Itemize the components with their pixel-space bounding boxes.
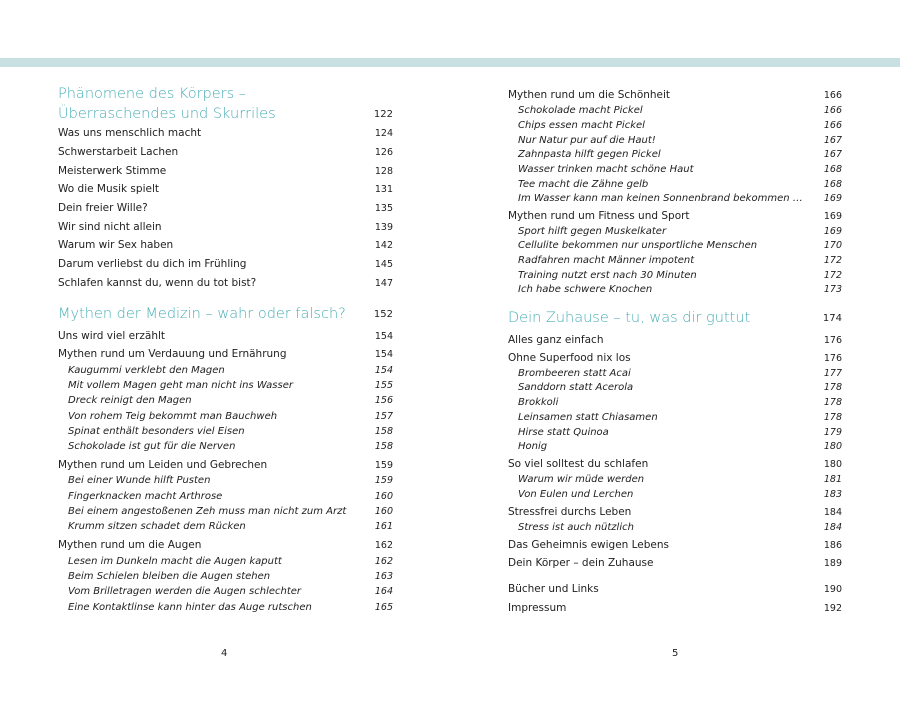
entry-title: Stress ist auch nützlich — [518, 522, 634, 533]
page-ref: 165 — [374, 602, 393, 613]
entry-title: Chips essen macht Pickel — [518, 120, 645, 131]
entry-title: Dein freier Wille? — [58, 202, 148, 214]
toc-subentry[interactable] — [58, 519, 393, 534]
toc-entry[interactable] — [508, 457, 842, 472]
entry-title: Brokkoli — [518, 397, 559, 408]
entry-title: Mythen rund um Verdauung und Ernährung — [58, 348, 287, 360]
page-ref: 169 — [823, 211, 842, 222]
page-ref: 180 — [823, 459, 842, 470]
entry-title: Lesen im Dunkeln macht die Augen kaputt — [68, 556, 282, 567]
entry-title: Von Eulen und Lerchen — [518, 489, 634, 500]
page-ref: 168 — [823, 179, 842, 190]
entry-title: Spinat enthält besonders viel Eisen — [68, 426, 245, 437]
page-ref: 190 — [823, 584, 842, 595]
entry-title: Nur Natur pur auf die Haut! — [518, 135, 656, 146]
page-ref: 177 — [823, 368, 842, 379]
entry-title: Bücher und Links — [508, 583, 599, 595]
page-ref: 158 — [374, 441, 393, 452]
entry-title: Wo die Musik spielt — [58, 183, 159, 195]
entry-title: Wir sind nicht allein — [58, 221, 162, 233]
entry-title: Bei einer Wunde hilft Pusten — [68, 475, 211, 486]
page-ref: 160 — [374, 506, 393, 517]
entry-title: Training nutzt erst nach 30 Minuten — [518, 270, 697, 281]
page-ref: 163 — [374, 571, 393, 582]
page-ref: 159 — [374, 475, 393, 486]
toc-subentry[interactable] — [58, 409, 393, 424]
entry-title: Schokolade ist gut für die Nerven — [68, 441, 236, 452]
page-ref: 178 — [823, 397, 842, 408]
entry-title: Schwerstarbeit Lachen — [58, 146, 179, 158]
toc-subentry[interactable] — [58, 473, 393, 488]
toc-entry[interactable] — [58, 145, 393, 160]
toc-subentry[interactable] — [508, 238, 842, 253]
toc-subentry[interactable] — [508, 520, 842, 535]
toc-entry[interactable] — [58, 182, 393, 197]
entry-title: Radfahren macht Männer impotent — [518, 255, 695, 266]
toc-subentry[interactable] — [508, 224, 842, 239]
entry-title: Warum wir Sex haben — [58, 239, 174, 251]
page-ref: 152 — [373, 309, 393, 320]
entry-title: Fingerknacken macht Arthrose — [68, 491, 223, 502]
entry-title: Das Geheimnis ewigen Lebens — [508, 539, 670, 551]
page-ref: 154 — [374, 365, 393, 376]
toc-entry[interactable] — [58, 220, 393, 235]
toc-subentry[interactable] — [508, 487, 842, 502]
page-ref: 156 — [374, 395, 393, 406]
section-title-line2: Überraschendes und Skurriles — [58, 106, 276, 122]
page-ref: 179 — [823, 427, 842, 438]
page-ref: 178 — [823, 412, 842, 423]
toc-entry[interactable] — [508, 88, 842, 103]
toc-subentry[interactable] — [508, 147, 842, 162]
page-ref: 139 — [374, 222, 393, 233]
toc-entry[interactable] — [508, 505, 842, 520]
page-ref: 166 — [823, 120, 842, 131]
toc-subentry[interactable] — [58, 393, 393, 408]
entry-title: Wasser trinken macht schöne Haut — [518, 164, 694, 175]
page-ref: 160 — [374, 491, 393, 502]
entry-title: Tee macht die Zähne gelb — [518, 179, 649, 190]
toc-entry[interactable] — [58, 329, 393, 344]
page-ref: 166 — [823, 105, 842, 116]
toc-entry[interactable] — [508, 209, 842, 224]
toc-entry[interactable] — [58, 257, 393, 272]
page-ref: 184 — [823, 522, 842, 533]
page-ref: 122 — [373, 109, 393, 120]
toc-subentry[interactable] — [58, 363, 393, 378]
section-heading-phaenomene[interactable] — [58, 84, 393, 124]
entry-title: Schlafen kannst du, wenn du tot bist? — [58, 277, 257, 289]
page-ref: 167 — [823, 149, 842, 160]
entry-title: Cellulite bekommen nur unsportliche Menschen — [518, 240, 758, 251]
page-ref: 176 — [823, 353, 842, 364]
entry-title: Zahnpasta hilft gegen Pickel — [518, 149, 661, 160]
page-ref: 173 — [823, 284, 842, 295]
entry-title: Mythen rund um die Schönheit — [508, 89, 671, 101]
toc-subentry[interactable] — [508, 395, 842, 410]
toc-entry[interactable] — [58, 538, 393, 553]
entry-title: Sanddorn statt Acerola — [518, 382, 634, 393]
entry-title: Bei einem angestoßenen Zeh muss man nicht zum Arzt — [68, 506, 347, 517]
toc-subentry[interactable] — [508, 103, 842, 118]
entry-title: Eine Kontaktlinse kann hinter das Auge rutschen — [68, 602, 312, 613]
entry-title: Was uns menschlich macht — [58, 127, 202, 139]
page-ref: 145 — [374, 259, 393, 270]
entry-title: Dreck reinigt den Magen — [68, 395, 192, 406]
page-ref: 184 — [823, 507, 842, 518]
entry-title: Im Wasser kann man keinen Sonnenbrand bekommen … — [518, 193, 803, 204]
entry-title: Meisterwerk Stimme — [58, 165, 167, 177]
entry-title: Stressfrei durchs Leben — [508, 506, 632, 518]
page-ref: 176 — [823, 335, 842, 346]
entry-title: Impressum — [508, 602, 567, 614]
page-ref: 128 — [374, 166, 393, 177]
page-ref: 169 — [823, 226, 842, 237]
entry-title: So viel solltest du schlafen — [508, 458, 649, 470]
page-ref: 162 — [374, 540, 393, 551]
toc-entry[interactable] — [508, 582, 842, 597]
page-ref: 157 — [374, 411, 393, 422]
toc-subentry[interactable] — [58, 489, 393, 504]
entry-title: Honig — [518, 441, 548, 452]
entry-title: Kaugummi verklebt den Magen — [68, 365, 225, 376]
entry-title: Krumm sitzen schadet dem Rücken — [68, 521, 246, 532]
toc-subentry[interactable] — [508, 439, 842, 454]
entry-title: Leinsamen statt Chiasamen — [518, 412, 658, 423]
toc-entry[interactable] — [508, 601, 842, 616]
entry-title: Alles ganz einfach — [508, 334, 604, 346]
page-ref: 126 — [374, 147, 393, 158]
toc-subentry[interactable] — [58, 584, 393, 599]
page-ref: 170 — [823, 240, 842, 251]
toc-subentry[interactable] — [508, 133, 842, 148]
entry-title: Mythen rund um die Augen — [58, 539, 202, 551]
toc-entry[interactable] — [58, 458, 393, 473]
entry-title: Vom Brilletragen werden die Augen schlechter — [68, 586, 302, 597]
page-ref: 192 — [823, 603, 842, 614]
page-ref: 158 — [374, 426, 393, 437]
page-ref: 172 — [823, 255, 842, 266]
page-ref: 180 — [823, 441, 842, 452]
section-heading-mythen-medizin[interactable] — [58, 304, 393, 324]
page-ref: 142 — [374, 240, 393, 251]
toc-subentry[interactable] — [508, 366, 842, 381]
toc-subentry[interactable] — [58, 424, 393, 439]
entry-title: Dein Körper – dein Zuhause — [508, 557, 654, 569]
entry-title: Sport hilft gegen Muskelkater — [518, 226, 667, 237]
page-ref: 178 — [823, 382, 842, 393]
page-ref: 183 — [823, 489, 842, 500]
toc-subentry[interactable] — [508, 380, 842, 395]
page-ref: 164 — [374, 586, 393, 597]
toc-subentry[interactable] — [508, 162, 842, 177]
toc-entry[interactable] — [508, 333, 842, 348]
toc-entry[interactable] — [508, 351, 842, 366]
toc-subentry[interactable] — [508, 472, 842, 487]
toc-subentry[interactable] — [508, 268, 842, 283]
entry-title: Schokolade macht Pickel — [518, 105, 643, 116]
toc-entry[interactable] — [58, 164, 393, 179]
toc-subentry[interactable] — [508, 177, 842, 192]
entry-title: Mythen rund um Fitness und Sport — [508, 210, 690, 222]
entry-title: Mit vollem Magen geht man nicht ins Wasser — [68, 380, 293, 391]
toc-subentry[interactable] — [508, 191, 842, 206]
page-ref: 181 — [823, 474, 842, 485]
toc-entry[interactable] — [58, 126, 393, 141]
entry-title: Mythen rund um Leiden und Gebrechen — [58, 459, 268, 471]
right-page-number: 5 — [672, 648, 679, 659]
page-ref: 168 — [823, 164, 842, 175]
section-heading-zuhause[interactable] — [508, 308, 842, 328]
toc-entry[interactable] — [58, 347, 393, 362]
page-ref: 147 — [374, 278, 393, 289]
entry-title: Darum verliebst du dich im Frühling — [58, 258, 247, 270]
toc-subentry[interactable] — [508, 118, 842, 133]
toc-subentry[interactable] — [58, 378, 393, 393]
page-ref: 161 — [374, 521, 393, 532]
page-ref: 166 — [823, 90, 842, 101]
entry-title: Ich habe schwere Knochen — [518, 284, 653, 295]
toc-subentry[interactable] — [508, 282, 842, 297]
page-ref: 169 — [823, 193, 842, 204]
toc-entry[interactable] — [508, 538, 842, 553]
toc-entry[interactable] — [58, 276, 393, 291]
toc-subentry[interactable] — [508, 425, 842, 440]
toc-entry[interactable] — [58, 201, 393, 216]
page-ref: 167 — [823, 135, 842, 146]
entry-title: Ohne Superfood nix los — [508, 352, 631, 364]
toc-subentry[interactable] — [58, 554, 393, 569]
toc-subentry[interactable] — [58, 504, 393, 519]
toc-subentry[interactable] — [58, 439, 393, 454]
section-title: Dein Zuhause – tu, was dir guttut — [508, 310, 751, 326]
page-ref: 186 — [823, 540, 842, 551]
page-ref: 135 — [374, 203, 393, 214]
toc-entry[interactable] — [58, 238, 393, 253]
toc-subentry[interactable] — [508, 410, 842, 425]
page-ref: 155 — [374, 380, 393, 391]
page-ref: 124 — [374, 128, 393, 139]
toc-subentry[interactable] — [508, 253, 842, 268]
page-ref: 131 — [374, 184, 393, 195]
page-ref: 174 — [822, 313, 842, 324]
section-title: Mythen der Medizin – wahr oder falsch? — [58, 306, 346, 322]
page-ref: 189 — [823, 558, 842, 569]
page-ref: 159 — [374, 460, 393, 471]
entry-title: Von rohem Teig bekommt man Bauchweh — [68, 411, 278, 422]
left-page-number: 4 — [221, 648, 228, 659]
entry-title: Uns wird viel erzählt — [58, 330, 166, 342]
entry-title: Hirse statt Quinoa — [518, 427, 609, 438]
toc-subentry[interactable] — [58, 569, 393, 584]
entry-title: Warum wir müde werden — [518, 474, 645, 485]
entry-title: Beim Schielen bleiben die Augen stehen — [68, 571, 271, 582]
toc-subentry[interactable] — [58, 600, 393, 615]
entry-title: Brombeeren statt Acai — [518, 368, 631, 379]
page-ref: 162 — [374, 556, 393, 567]
toc-entry[interactable] — [508, 556, 842, 571]
section-title-line1: Phänomene des Körpers – — [58, 86, 247, 102]
page-ref: 154 — [374, 331, 393, 342]
top-color-band — [0, 58, 900, 67]
page-ref: 172 — [823, 270, 842, 281]
page-ref: 154 — [374, 349, 393, 360]
